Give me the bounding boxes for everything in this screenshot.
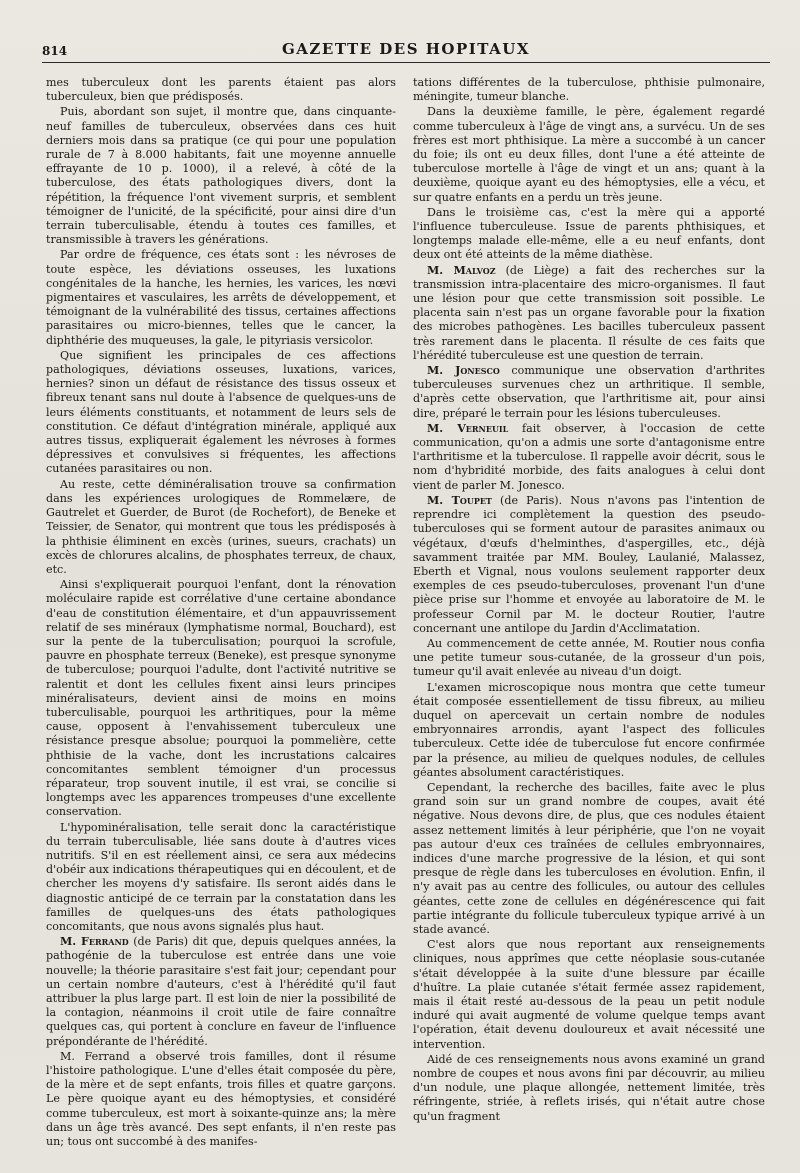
paragraph: C'est alors que nous reportant aux renseignements cliniques, nous apprîmes que cette néoplasie sous-cutanée s'était développée à la suite d'une blessure par écaille d'huître. La plaie cutanée s'était fermée assez rapidement, mais il était resté au-dessous de la peau un petit nodule induré qui avait augmenté de volume quelque temps avant l'opération, était devenu douloureux et avait nécessité une intervention.: [413, 938, 765, 1051]
paragraph: [413, 364, 765, 421]
speaker-name: M. Ferrand: [60, 935, 129, 949]
paragraph: L'examen microscopique nous montra que cette tumeur était composée essentiellement de tissu fibreux, au milieu duquel on apercevait un certain nombre de nodules embryonnaires arrondis, ayant l'aspect des follicules tuberculeux. Cette idée de tuberculose fut encore confirmée par la présence, au milieu de quelques nodules, de cellules géantes absolument caractéristiques.: [413, 680, 765, 779]
paragraph: Puis, abordant son sujet, il montre que, dans cinquante-neuf familles de tuberculeux, observées dans ces huit derniers mois dans sa pratique (ce qui pour une population rurale de 7 à 8.000 habitants, fait une moyenne annuelle effrayante de 10 p. 1000), il a relevé, à côté de la tuberculose, des états pathologiques divers, dont la répétition, la fréquence l'ont vivement surpris, et semblent témoigner de l'unicité, de la spécificité, pour ainsi dire d'un terrain tuberculisable, étendu à toutes ces familles, et transmissible à travers les générations.: [46, 105, 396, 247]
paragraph: Dans le troisième cas, c'est la mère qui a apporté l'influence tuberculeuse. Issue de parents phthisiques, et longtemps malade elle-même, elle a eu neuf enfants, dont deux ont été atteints de la même diathèse.: [413, 205, 765, 262]
paragraph: M. Ferrand a observé trois familles, dont il résume l'histoire pathologique. L'une d'elles était composée du père, de la mère et de sept enfants, trois filles et quatre garçons. Le père quoique ayant eu des hémoptysies, et considéré comme tuberculeux, est mort à soixante-quinze ans; la mère dans un âge très avancé. Des sept enfants, il n'en reste pas un; tous ont succombé à des manifes-: [46, 1049, 396, 1149]
speaker-name: M. Jonesco: [427, 364, 500, 378]
paragraph: Cependant, la recherche des bacilles, faite avec le plus grand soin sur un grand nombre de coupes, avait été négative. Nous devons dire, de plus, que ces nodules étaient assez nettement limités à leur périphérie, que l'on ne voyait pas autour d'eux ces traînées de cellules embryonnaires, indices d'une marche progressive de la lésion, et qui sont presque de règle dans les tuberculoses en évolution. Enfin, il n'y avait pas au centre des follicules, ou autour des cellules géantes, cette zone de cellules en dégénérescence qui fait partie intégrante du follicule tuberculeux typique arrivé à un stade avancé.: [413, 780, 765, 936]
paragraph: Au reste, cette déminéralisation trouve sa confirmation dans les expériences urologiques de Rommelære, de Gautrelet et Guerder, de Burot (de Rochefort), de Beneke et Teissier, de Senator, qui montrent que tous les prédisposés à la phthisie éliminent en excès (urines, sueurs, crachats) un excès de chlorures alcalins, de phosphates terreux, de chaux, etc.: [46, 477, 396, 576]
paragraph: Au commencement de cette année, M. Routier nous confia une petite tumeur sous-cutanée, de la grosseur d'un pois, tumeur qu'il avait enlevée au niveau d'un doigt.: [413, 636, 765, 679]
paragraph: [46, 935, 396, 1049]
speaker-name: M. Malvoz: [427, 263, 496, 277]
paragraph-text: (de Paris). Nous n'avons pas l'intention de reprendre ici complètement la question des pseudo-tuberculoses qui se forment autour de parasites animaux ou végétaux, d'œufs d'helminthes, d'aspergilles, etc., déjà savamment traitée par MM. Bouley, Laulanié, Malassez, Eberth et Vignal, nous voulons seulement rapporter deux exemples de ces pseudo-tuberculoses, provenant l'un d'une pièce prise sur l'homme et envoyée au laboratoire de M. le professeur Cornil par M. le docteur Routier, l'autre concernant une antilope du Jardin d'Acclimatation.: [413, 493, 765, 635]
paragraph: Que signifient les principales de ces affections pathologiques, déviations osseuses, luxations, varices, hernies? sinon un défaut de résistance des tissus osseux et fibreux tenant sans nul doute à l'absence de quelques-uns de leurs éléments constituants, et notamment de leurs sels de constitution. Ce défaut d'intégration minérale, appliqué aux autres tissus, expliquerait également les névroses à formes dépressives et convulsives si fréquentes, les affections cutanées parasitaires ou non.: [46, 348, 396, 476]
paragraph: mes tuberculeux dont les parents étaient pas alors tuberculeux, bien que prédisposés.: [46, 76, 396, 104]
paragraph-text: (de Liège) a fait des recherches sur la transmission intra-placentaire des micro-organismes. Il faut une lésion pour que cette transmission soit possible. Le placenta sain n'est pas un organe favorable pour la fixation des microbes pathogènes. Les bacilles tuberculeux passent très rarement dans le placenta. Il résulte de ces faits que l'hérédité tuberculeuse est une question de terrain.: [413, 263, 765, 362]
page-header: [42, 38, 770, 63]
page-number: 814: [42, 44, 68, 58]
paragraph: Ainsi s'expliquerait pourquoi l'enfant, dont la rénovation moléculaire rapide est corrélative d'une certaine abondance d'eau de constitution élémentaire, et d'un appauvrissement relatif de ses minéraux (lymphatisme normal, Bouchard), est sur la pente de la tuberculisation; pourquoi la scrofule, pauvre en phosphate terreux (Beneke), est presque synonyme de tuberculose; pourquoi l'adulte, dont l'activité nutritive se ralentit et dont les cellules fixent ainsi leurs principes minéralisateurs, devient ainsi de moins en moins tuberculisable, pourquoi les arthritiques, pour la même cause, opposent à l'envahissement tuberculeux une résistance presque absolue; pourquoi la pommelière, cette phthisie de la vache, dont les incrustations calcaires concomitantes semblent témoigner d'un processus réparateur, trop souvent inutile, il est vrai, se concilie si longtemps avec les apparences trompeuses d'une excellente conservation.: [46, 578, 396, 819]
speaker-name: M. Verneuil: [427, 421, 509, 435]
paragraph: [413, 264, 765, 363]
paragraph: [413, 494, 765, 636]
journal-title: GAZETTE DES HOPITAUX: [281, 40, 530, 58]
paragraph: Dans la deuxième famille, le père, également regardé comme tuberculeux à l'âge de vingt ans, a survécu. Un de ses frères est mort phthisique. La mère a succombé à un cancer du foie; ils ont eu deux filles, dont l'une a été atteinte de tuberculose mortelle à l'âge de vingt et un ans; quant à la deuxième, quoique ayant eu des hémoptysies, elle a vécu, et sur quatre enfants en a perdu un très jeune.: [413, 105, 765, 204]
speaker-name: M. Toupet: [427, 493, 492, 507]
paragraph: L'hypominéralisation, telle serait donc la caractéristique du terrain tuberculisable, liée sans doute à d'autres vices nutritifs. S'il en est réellement ainsi, ce sera aux médecins d'obéir aux indications thérapeutiques qui en découlent, et de chercher les moyens d'y satisfaire. Ils seront aidés dans le diagnostic anticipé de ce terrain par la constatation dans les familles de quelques-uns des états pathologiques concomitants, que nous avons signalés plus haut.: [46, 820, 396, 933]
paragraph: Aidé de ces renseignements nous avons examiné un grand nombre de coupes et nous avons fini par découvrir, au milieu d'un nodule, une plaque allongée, nettement limitée, très réfringente, striée, à reflets irisés, qui n'était autre chose qu'un fragment: [413, 1052, 765, 1123]
paragraph: tations différentes de la tuberculose, phthisie pulmonaire, méningite, tumeur blanche.: [413, 76, 765, 104]
paragraph-text: (de Paris) dit que, depuis quelques années, la pathogénie de la tuberculose est entrée dans une voie nouvelle; la théorie parasitaire s'est fait jour; cependant pour un certain nombre d'auteurs, c'est à l'hérédité qu'il faut attribuer la plus large part. Il est loin de nier la possibilité de la contagion, néanmoins il croit utile de faire connaître quelques cas, qui portent à conclure en faveur de l'influence prépondérante de l'hérédité.: [46, 935, 396, 1048]
paragraph-text: communique une observation d'arthrites tuberculeuses survenues chez un arthritique. Il semble, d'après cette observation, que l'arthritisme ait, pour ainsi dire, préparé le terrain pour les lésions tuberculeuses.: [413, 364, 765, 420]
right-column: [413, 76, 765, 1133]
paragraph-text: fait observer, à l'occasion de cette communication, qu'on a admis une sorte d'antagonisme entre l'arthritisme et la tuberculose. Il rappelle avoir décrit, sous le nom d'hybridité morbide, des faits analogues à celui dont vient de parler M. Jonesco.: [413, 421, 765, 492]
paragraph: Par ordre de fréquence, ces états sont : les névroses de toute espèce, les déviations osseuses, les luxations congénitales de la hanche, les hernies, les varices, les nœvi pigmentaires et vasculaires, les arrêts de développement, et témoignant de la vulnérabilité des tissus, certaines affections parasitaires ou micro-biennes, telles que le cancer, la diphthérie des muqueuses, la gale, le pityriasis versicolor.: [46, 248, 396, 347]
left-column: [46, 76, 396, 1149]
paragraph: [413, 422, 765, 493]
